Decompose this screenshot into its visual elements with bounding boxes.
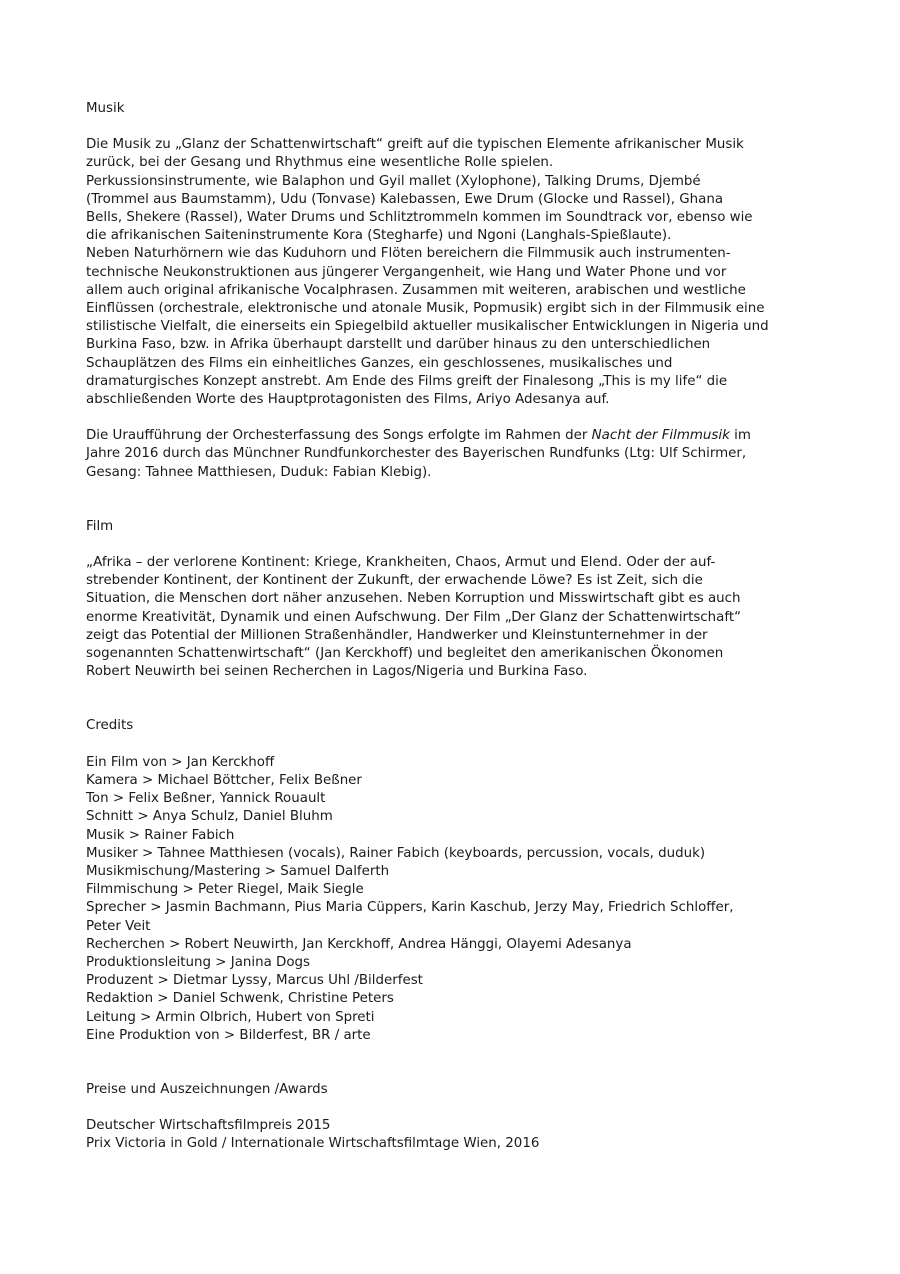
award-line: Prix Victoria in Gold / Internationale Wirtschaftsfilmtage Wien, 2016 [86,1136,540,1152]
credit-line: Produktionsleitung > Janina Dogs [86,954,311,970]
text-line: dramaturgisches Konzept anstrebt. Am Ende des Films greift der Finalesong „This is my life“ die [86,373,728,389]
text-line: Die Musik zu „Glanz der Schattenwirtschaft“ greift auf die typischen Elemente afrikanischer Musik [86,137,744,153]
musik-paragraph-2 [86,427,816,482]
text-line: Situation, die Menschen dort näher anzusehen. Neben Korruption und Misswirtschaft gibt es auch [86,591,741,607]
text-line: zeigt das Potential der Millionen Straßenhändler, Handwerker und Kleinstunternehmer in der [86,627,708,643]
credit-line: Musik > Rainer Fabich [86,827,235,843]
credit-line: Musiker > Tahnee Matthiesen (vocals), Rainer Fabich (keyboards, percussion, vocals, duduk) [86,845,706,861]
emphasis-title: Nacht der Filmmusik [591,428,730,444]
text-line: sogenannten Schattenwirtschaft“ (Jan Kerckhoff) und begleitet den amerikanischen Ökonomen [86,646,724,662]
section-heading-film: Film [86,518,114,534]
text-line: stilistische Vielfalt, die einerseits ein Spiegelbild aktueller musikalischer Entwicklungen in Nigeria und [86,319,769,335]
text-line: Gesang: Tahnee Matthiesen, Duduk: Fabian Klebig). [86,464,432,480]
text-line: Schauplätzen des Films ein einheitliches Ganzes, ein geschlossenes, musikalisches und [86,355,673,371]
credit-line: Schnitt > Anya Schulz, Daniel Bluhm [86,809,333,825]
award-line: Deutscher Wirtschaftsfilmpreis 2015 [86,1118,331,1134]
credit-line: Filmmischung > Peter Riegel, Maik Siegle [86,882,364,898]
text-line: Einflüssen (orchestrale, elektronische und atonale Musik, Popmusik) ergibt sich in der Filmmusik eine [86,301,765,317]
credits-list [86,754,816,1045]
credit-line: Ton > Felix Beßner, Yannick Rouault [86,791,326,807]
text-line: „Afrika – der verlorene Kontinent: Kriege, Krankheiten, Chaos, Armut und Elend. Oder der auf- [86,555,716,571]
credit-line: Peter Veit [86,918,151,934]
credit-line: Recherchen > Robert Neuwirth, Jan Kerckhoff, Andrea Hänggi, Olayemi Adesanya [86,936,632,952]
section-heading-credits: Credits [86,718,134,734]
text-line: allem auch original afrikanische Vocalphrasen. Zusammen mit weiteren, arabischen und westliche [86,282,746,298]
credit-line: Produzent > Dietmar Lyssy, Marcus Uhl /Bilderfest [86,973,423,989]
credit-line: Sprecher > Jasmin Bachmann, Pius Maria Cüppers, Karin Kaschub, Jerzy May, Friedrich Schloffer, [86,900,734,916]
credit-line: Leitung > Armin Olbrich, Hubert von Spreti [86,1009,375,1025]
section-heading-musik: Musik [86,101,125,116]
awards-list [86,1117,816,1153]
document-page [86,100,816,1154]
text-line: technische Neukonstruktionen aus jüngerer Vergangenheit, wie Hang und Water Phone und vor [86,264,727,280]
credit-line: Kamera > Michael Böttcher, Felix Beßner [86,772,362,788]
text-segment: im [729,428,751,444]
text-line: strebender Kontinent, der Kontinent der Zukunft, der erwachende Löwe? Es ist Zeit, sich die [86,573,703,589]
text-line: Burkina Faso, bzw. in Afrika überhaupt darstellt und darüber hinaus zu den unterschiedlichen [86,337,711,353]
credit-line: Musikmischung/Mastering > Samuel Dalferth [86,863,390,879]
musik-paragraph-1 [86,136,816,409]
credit-line: Ein Film von > Jan Kerckhoff [86,754,275,770]
text-line: Bells, Shekere (Rassel), Water Drums und Schlitztrommeln kommen im Soundtrack vor, ebenso wie [86,210,753,226]
text-line: abschließenden Worte des Hauptprotagonisten des Films, Ariyo Adesanya auf. [86,392,610,408]
section-heading-awards: Preise und Auszeichnungen /Awards [86,1081,328,1097]
text-line: Robert Neuwirth bei seinen Recherchen in Lagos/Nigeria und Burkina Faso. [86,664,588,680]
credit-line: Eine Produktion von > Bilderfest, BR / arte [86,1027,371,1043]
text-line: zurück, bei der Gesang und Rhythmus eine wesentliche Rolle spielen. [86,155,554,171]
text-segment: Die Uraufführung der Orchesterfassung des Songs erfolgte im Rahmen der [86,428,592,444]
text-line: (Trommel aus Baumstamm), Udu (Tonvase) Kalebassen, Ewe Drum (Glocke und Rassel), Ghana [86,191,724,207]
film-paragraph [86,554,816,681]
text-line: enorme Kreativität, Dynamik und einen Aufschwung. Der Film „Der Glanz der Schattenwirtschaft“ [86,609,742,625]
text-line [86,427,816,445]
text-line: Perkussionsinstrumente, wie Balaphon und Gyil mallet (Xylophone), Talking Drums, Djembé [86,173,701,189]
text-line: Neben Naturhörnern wie das Kuduhorn und Flöten bereichern die Filmmusik auch instrumenten- [86,246,731,262]
text-line: die afrikanischen Saiteninstrumente Kora (Stegharfe) und Ngoni (Langhals-Spießlaute). [86,228,672,244]
credit-line: Redaktion > Daniel Schwenk, Christine Peters [86,991,394,1007]
text-line: Jahre 2016 durch das Münchner Rundfunkorchester des Bayerischen Rundfunks (Ltg: Ulf Schirmer, [86,446,747,462]
